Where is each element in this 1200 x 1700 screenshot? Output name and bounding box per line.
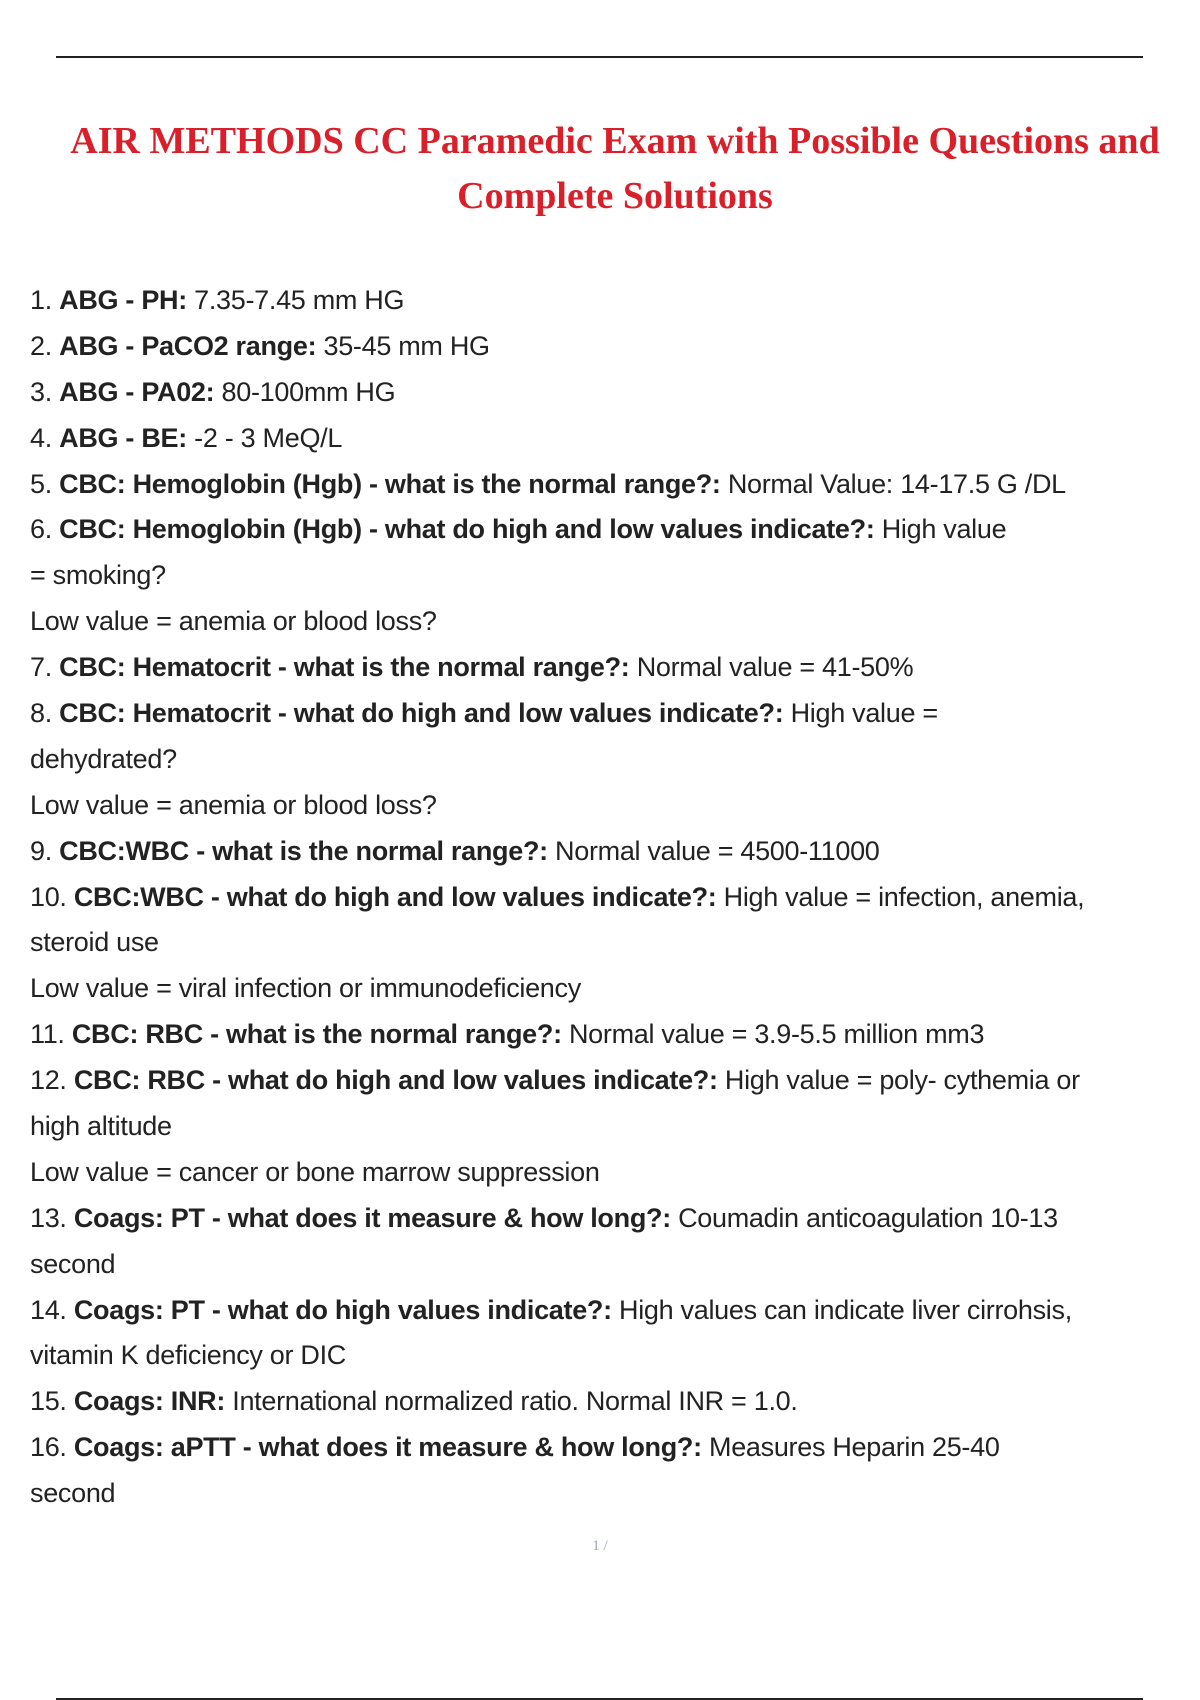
- top-rule: [56, 56, 1143, 58]
- title-line-2: Complete Solutions: [457, 175, 773, 217]
- qa-item: [30, 875, 1170, 921]
- question-text: ABG - PA02:: [59, 376, 222, 407]
- item-number: 4.: [30, 422, 60, 453]
- qa-item-continuation: [30, 920, 1170, 966]
- answer-text: 80-100mm HG: [221, 376, 396, 407]
- qa-item-continuation: [30, 1150, 1170, 1196]
- question-text: CBC: Hematocrit - what is the normal range?:: [59, 652, 637, 683]
- answer-text: second: [30, 1248, 116, 1279]
- answer-text: high altitude: [30, 1111, 172, 1142]
- answer-text: 7.35-7.45 mm HG: [194, 285, 405, 315]
- qa-item: [30, 416, 1170, 462]
- answer-text: vitamin K deficiency or DIC: [30, 1340, 347, 1371]
- qa-item-continuation: [30, 1471, 1170, 1517]
- qa-item: [30, 691, 1170, 737]
- question-text: CBC: Hematocrit - what do high and low values indicate?:: [59, 698, 791, 729]
- answer-text: = smoking?: [30, 560, 166, 591]
- answer-text: Low value = cancer or bone marrow suppression: [30, 1156, 600, 1187]
- answer-text: Normal value = 3.9-5.5 million mm3: [568, 1019, 985, 1050]
- question-text: Coags: INR:: [73, 1386, 233, 1417]
- answer-text: Low value = anemia or blood loss?: [30, 606, 437, 637]
- qa-item: [30, 1425, 1170, 1471]
- question-text: Coags: PT - what do high values indicate?:: [73, 1294, 619, 1325]
- item-number: 3.: [30, 376, 60, 407]
- qa-item: [30, 507, 1170, 553]
- qa-item: [30, 1058, 1170, 1104]
- answer-text: High value =: [790, 698, 938, 729]
- answer-text: High value = poly- cythemia or: [724, 1065, 1080, 1096]
- answer-text: High value = infection, anemia,: [723, 881, 1085, 912]
- document-title: [40, 114, 1190, 224]
- item-number: 6.: [30, 514, 60, 545]
- question-text: Coags: aPTT - what does it measure & how long?:: [73, 1432, 709, 1463]
- qa-item: [30, 829, 1170, 875]
- item-number: 8.: [30, 698, 60, 729]
- answer-text: Normal value = 41-50%: [636, 652, 914, 683]
- qa-item-continuation: [30, 1333, 1170, 1379]
- qa-item: [30, 1288, 1170, 1334]
- qa-list: [30, 278, 1170, 1517]
- question-text: ABG - PaCO2 range:: [59, 330, 324, 361]
- answer-text: Measures Heparin 25-40: [709, 1432, 1000, 1463]
- question-text: CBC: Hemoglobin (Hgb) - what is the normal range?:: [59, 468, 728, 499]
- answer-text: Low value = viral infection or immunodeficiency: [30, 973, 581, 1004]
- item-number: 9.: [30, 835, 60, 866]
- qa-item-continuation: [30, 1104, 1170, 1150]
- qa-item: [30, 324, 1170, 370]
- qa-item: [30, 370, 1170, 416]
- answer-text: High values can indicate liver cirrohsis,: [619, 1294, 1072, 1325]
- answer-text: High value: [881, 514, 1007, 545]
- qa-item: [30, 462, 1170, 508]
- answer-text: 35-45 mm HG: [323, 330, 490, 361]
- item-number: 12.: [30, 1065, 74, 1096]
- question-text: CBC: RBC - what do high and low values indicate?:: [73, 1065, 725, 1096]
- question-text: ABG - BE:: [59, 422, 195, 453]
- question-text: CBC: Hemoglobin (Hgb) - what do high and low values indicate?:: [59, 514, 882, 545]
- item-number: 14.: [30, 1294, 74, 1325]
- question-text: CBC:WBC - what do high and low values indicate?:: [73, 881, 724, 912]
- qa-item-continuation: [30, 1242, 1170, 1288]
- title-line-1: AIR METHODS CC Paramedic Exam with Possible Questions and: [70, 120, 1160, 162]
- item-number: 13.: [30, 1202, 74, 1233]
- question-text: Coags: PT - what does it measure & how long?:: [73, 1202, 679, 1233]
- item-number: 7.: [30, 652, 60, 683]
- item-number: 15.: [30, 1386, 74, 1417]
- qa-item-continuation: [30, 553, 1170, 599]
- qa-item-continuation: [30, 783, 1170, 829]
- item-number: 1.: [30, 285, 60, 315]
- qa-item-continuation: [30, 599, 1170, 645]
- answer-text: International normalized ratio. Normal INR = 1.0.: [232, 1386, 798, 1417]
- qa-item: [30, 1012, 1170, 1058]
- question-text: ABG - PH:: [59, 285, 195, 315]
- item-number: 10.: [30, 881, 74, 912]
- page-number: 1 /: [592, 1538, 608, 1554]
- answer-text: Low value = anemia or blood loss?: [30, 789, 437, 820]
- item-number: 11.: [30, 1019, 72, 1050]
- answer-text: dehydrated?: [30, 743, 177, 774]
- qa-item: [30, 278, 1170, 324]
- answer-text: Normal value = 4500-11000: [555, 835, 880, 866]
- qa-item: [30, 1379, 1170, 1425]
- item-number: 16.: [30, 1432, 74, 1463]
- answer-text: -2 - 3 MeQ/L: [194, 422, 343, 453]
- answer-text: Normal Value: 14-17.5 G /DL: [727, 468, 1066, 499]
- answer-text: Coumadin anticoagulation 10-13: [678, 1202, 1058, 1233]
- qa-item: [30, 645, 1170, 691]
- answer-text: steroid use: [30, 927, 159, 958]
- qa-item: [30, 1196, 1170, 1242]
- item-number: 5.: [30, 468, 60, 499]
- qa-item-continuation: [30, 966, 1170, 1012]
- answer-text: second: [30, 1478, 116, 1509]
- item-number: 2.: [30, 330, 60, 361]
- qa-item-continuation: [30, 737, 1170, 783]
- question-text: CBC:WBC - what is the normal range?:: [59, 835, 556, 866]
- question-text: CBC: RBC - what is the normal range?:: [71, 1019, 569, 1050]
